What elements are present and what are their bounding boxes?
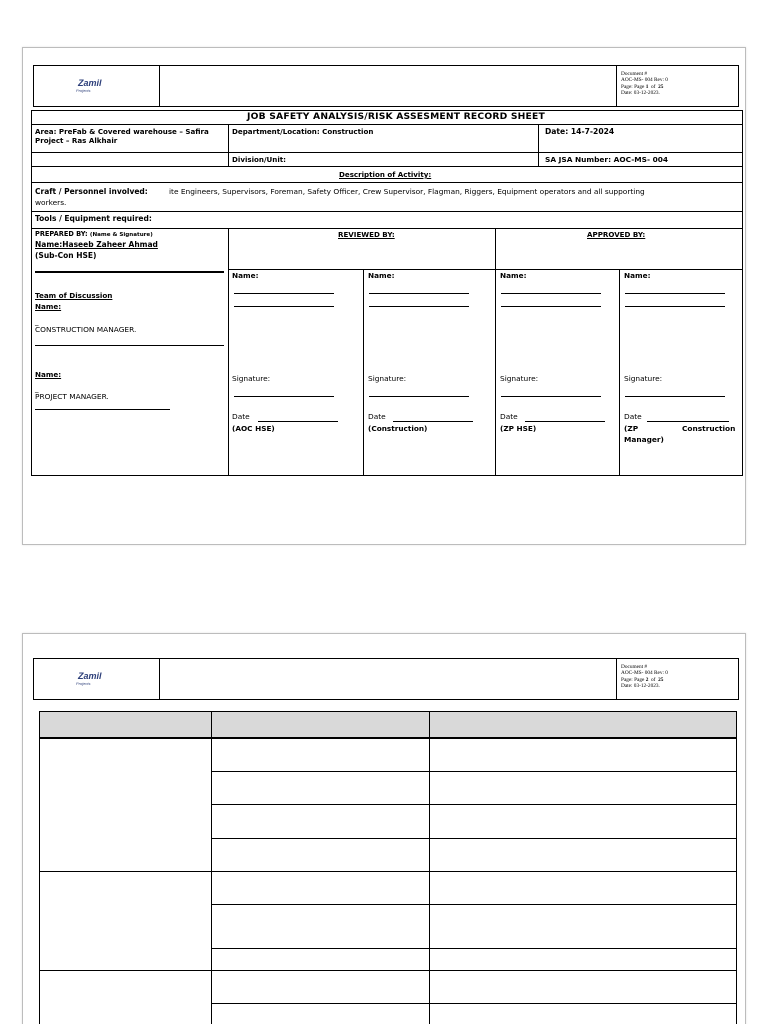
company-logo [34,659,160,699]
craft-personnel-label: Craft / Personnel involved: [35,187,148,196]
sheet-title: JOB SAFETY ANALYSIS/RISK ASSESMENT RECORD SHEET [247,111,545,122]
aoc-hse-name-label: Name: [232,271,259,280]
area-label: Area: PreFab & Covered warehouse – Safira [35,127,209,136]
construction-manager-label: CONSTRUCTION MANAGER. [35,325,137,334]
zp-role-part: (ZP [624,424,639,433]
team-dash: _ [35,318,39,326]
description-of-activity: Description of Activity: [339,170,432,179]
hazard-analysis-table [39,711,737,1024]
company-logo [34,66,160,106]
document-header [33,65,739,107]
logo-subtitle: Projects [76,681,91,686]
jsa-date: Date: 14-7-2024 [545,127,615,136]
craft-personnel-value: ite Engineers, Supervisors, Foreman, Safety Officer, Crew Supervisor, Flagman, Riggers, Equipment operators and all supporting [169,187,645,196]
project-manager-label: PROJECT MANAGER. [35,392,109,401]
doc-number: AOC-MS- 004 Rev: 0 [621,77,668,84]
document-info [616,659,740,699]
prepared-by-role: (Sub-Con HSE) [35,251,97,260]
pm-name-label: Name: [35,370,62,379]
craft-personnel-value-cont: workers. [35,198,67,207]
manager-role-part: Manager) [624,435,664,444]
construction-date-label: Date [368,412,386,421]
aoc-hse-signature-label: Signature: [232,374,271,383]
construction-role-part: Construction [682,424,736,433]
project-manager-signature-line [35,409,170,410]
doc-label: Document # [621,71,648,77]
pm-dash: _ [35,385,39,393]
zp-construction-manager-signature-label: Signature: [624,374,663,383]
logo-subtitle: Projects [76,88,91,93]
prepared-by-name: Name:Haseeb Zaheer Ahmad [35,240,158,249]
doc-label: Document # [621,664,648,670]
construction-signature-label: Signature: [368,374,407,383]
construction-name-label: Name: [368,271,395,280]
zp-hse-role: (ZP HSE) [500,424,537,433]
aoc-hse-role: (AOC HSE) [232,424,275,433]
zp-construction-manager-name-label: Name: [624,271,651,280]
jsa-number: SA JSA Number: AOC-MS- 004 [545,155,669,164]
document-header-page-2 [33,658,739,700]
aoc-hse-date-label: Date [232,412,250,421]
construction-manager-signature-line [35,345,224,346]
logo-brand: Zamil [78,671,102,681]
logo-brand: Zamil [78,78,102,88]
jsa-record-sheet [31,110,743,476]
zp-hse-name-label: Name: [500,271,527,280]
zp-hse-date-label: Date [500,412,518,421]
team-name-label: Name: [35,302,62,311]
doc-date: Date: 03-12-2023. [621,89,660,96]
construction-role: (Construction) [368,424,428,433]
area-label-cont: Project – Ras Alkhair [35,136,118,145]
division-unit: Division/Unit: [232,155,287,164]
tools-equipment-label: Tools / Equipment required: [35,214,152,223]
prepared-signature-line [35,271,224,273]
department-location: Department/Location: Construction [232,127,374,136]
document-page-1 [22,47,746,545]
zp-hse-signature-label: Signature: [500,374,539,383]
zp-construction-manager-date-label: Date [624,412,642,421]
reviewed-by-label: REVIEWED BY: [338,230,395,239]
prepared-by-label: PREPARED BY: (Name & Signature) [35,230,153,238]
doc-date: Date: 03-12-2023. [621,682,660,689]
page-counter: Page: Page 2 of 25 [621,676,664,683]
table-header-row [39,711,737,738]
document-info [616,66,740,106]
team-of-discussion-label: Team of Discussion [35,291,113,300]
document-page-2 [22,633,746,1024]
page-counter: Page: Page 1 of 25 [621,83,664,90]
doc-number: AOC-MS- 004 Rev: 0 [621,670,668,677]
approved-by-label: APPROVED BY: [587,230,646,239]
